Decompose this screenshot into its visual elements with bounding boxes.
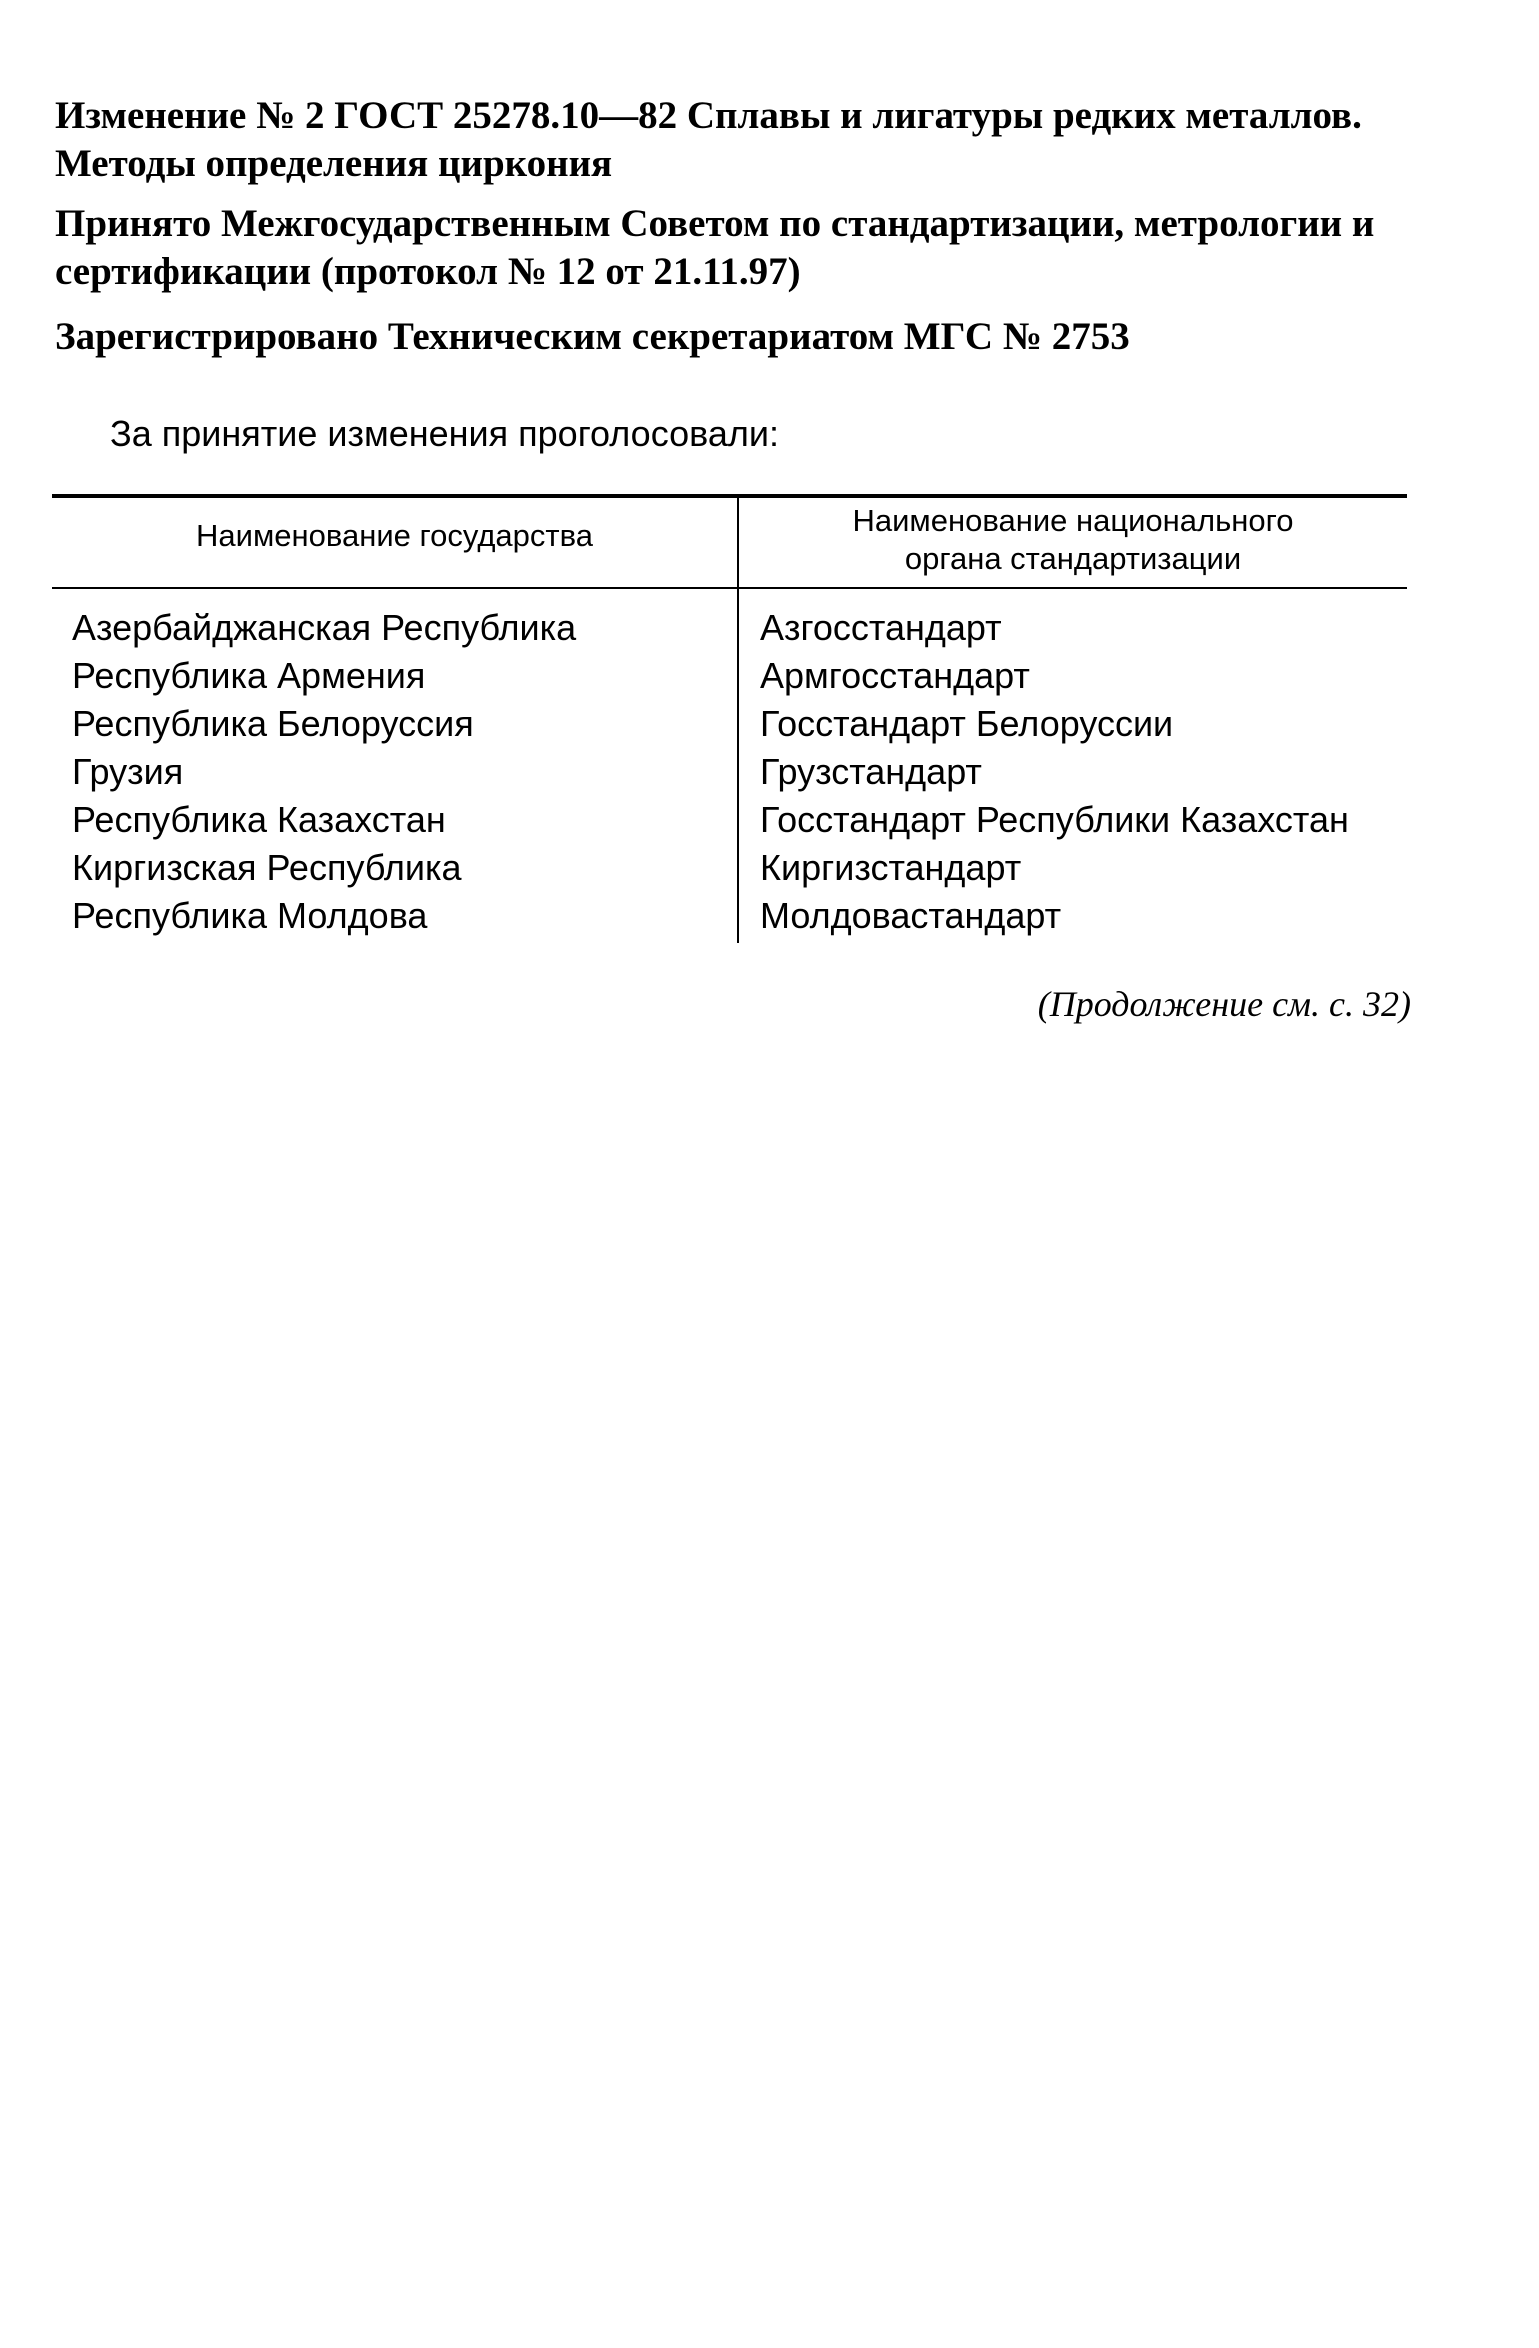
registration-statement: Зарегистрировано Техническим секретариатом МГС № 2753	[55, 315, 1130, 358]
continuation-note: (Продолжение см. с. 32)	[1037, 984, 1411, 1024]
state-cell: Киргизская Республика	[72, 847, 462, 888]
column-header-organ	[739, 502, 1407, 578]
state-column	[72, 604, 732, 940]
state-cell: Грузия	[72, 751, 184, 792]
state-cell: Республика Белоруссия	[72, 703, 474, 744]
adoption-line-1: Принято Межгосударственным Советом по стандартизации, метрологии и	[55, 202, 1375, 245]
organ-cell: Азгосстандарт	[760, 607, 1002, 648]
organ-cell: Армгосстандарт	[760, 655, 1030, 696]
state-cell: Республика Молдова	[72, 895, 428, 936]
state-cell: Республика Армения	[72, 655, 426, 696]
organ-column	[760, 604, 1480, 940]
organ-cell: Госстандарт Белоруссии	[760, 703, 1174, 744]
organ-cell: Грузстандарт	[760, 751, 982, 792]
table-top-rule	[52, 494, 1407, 498]
title-line-1: Изменение № 2 ГОСТ 25278.10—82 Сплавы и лигатуры редких металлов.	[55, 94, 1362, 137]
state-cell: Азербайджанская Республика	[72, 607, 577, 648]
table-header-rule	[52, 587, 1407, 589]
column-header-organ-line-1: Наименование национального	[852, 503, 1294, 538]
organ-cell: Молдовастандарт	[760, 895, 1062, 936]
organ-cell: Киргизстандарт	[760, 847, 1022, 888]
organ-cell: Госстандарт Республики Казахстан	[760, 799, 1349, 840]
state-cell: Республика Казахстан	[72, 799, 446, 840]
column-header-organ-line-2: органа стандартизации	[904, 541, 1242, 576]
adoption-statement	[55, 200, 1440, 296]
document-title	[55, 92, 1440, 188]
title-line-2: Методы определения циркония	[55, 142, 613, 185]
column-header-state: Наименование государства	[196, 518, 593, 553]
voting-intro: За принятие изменения проголосовали:	[110, 413, 779, 454]
adoption-line-2: сертификации (протокол № 12 от 21.11.97)	[55, 250, 801, 293]
